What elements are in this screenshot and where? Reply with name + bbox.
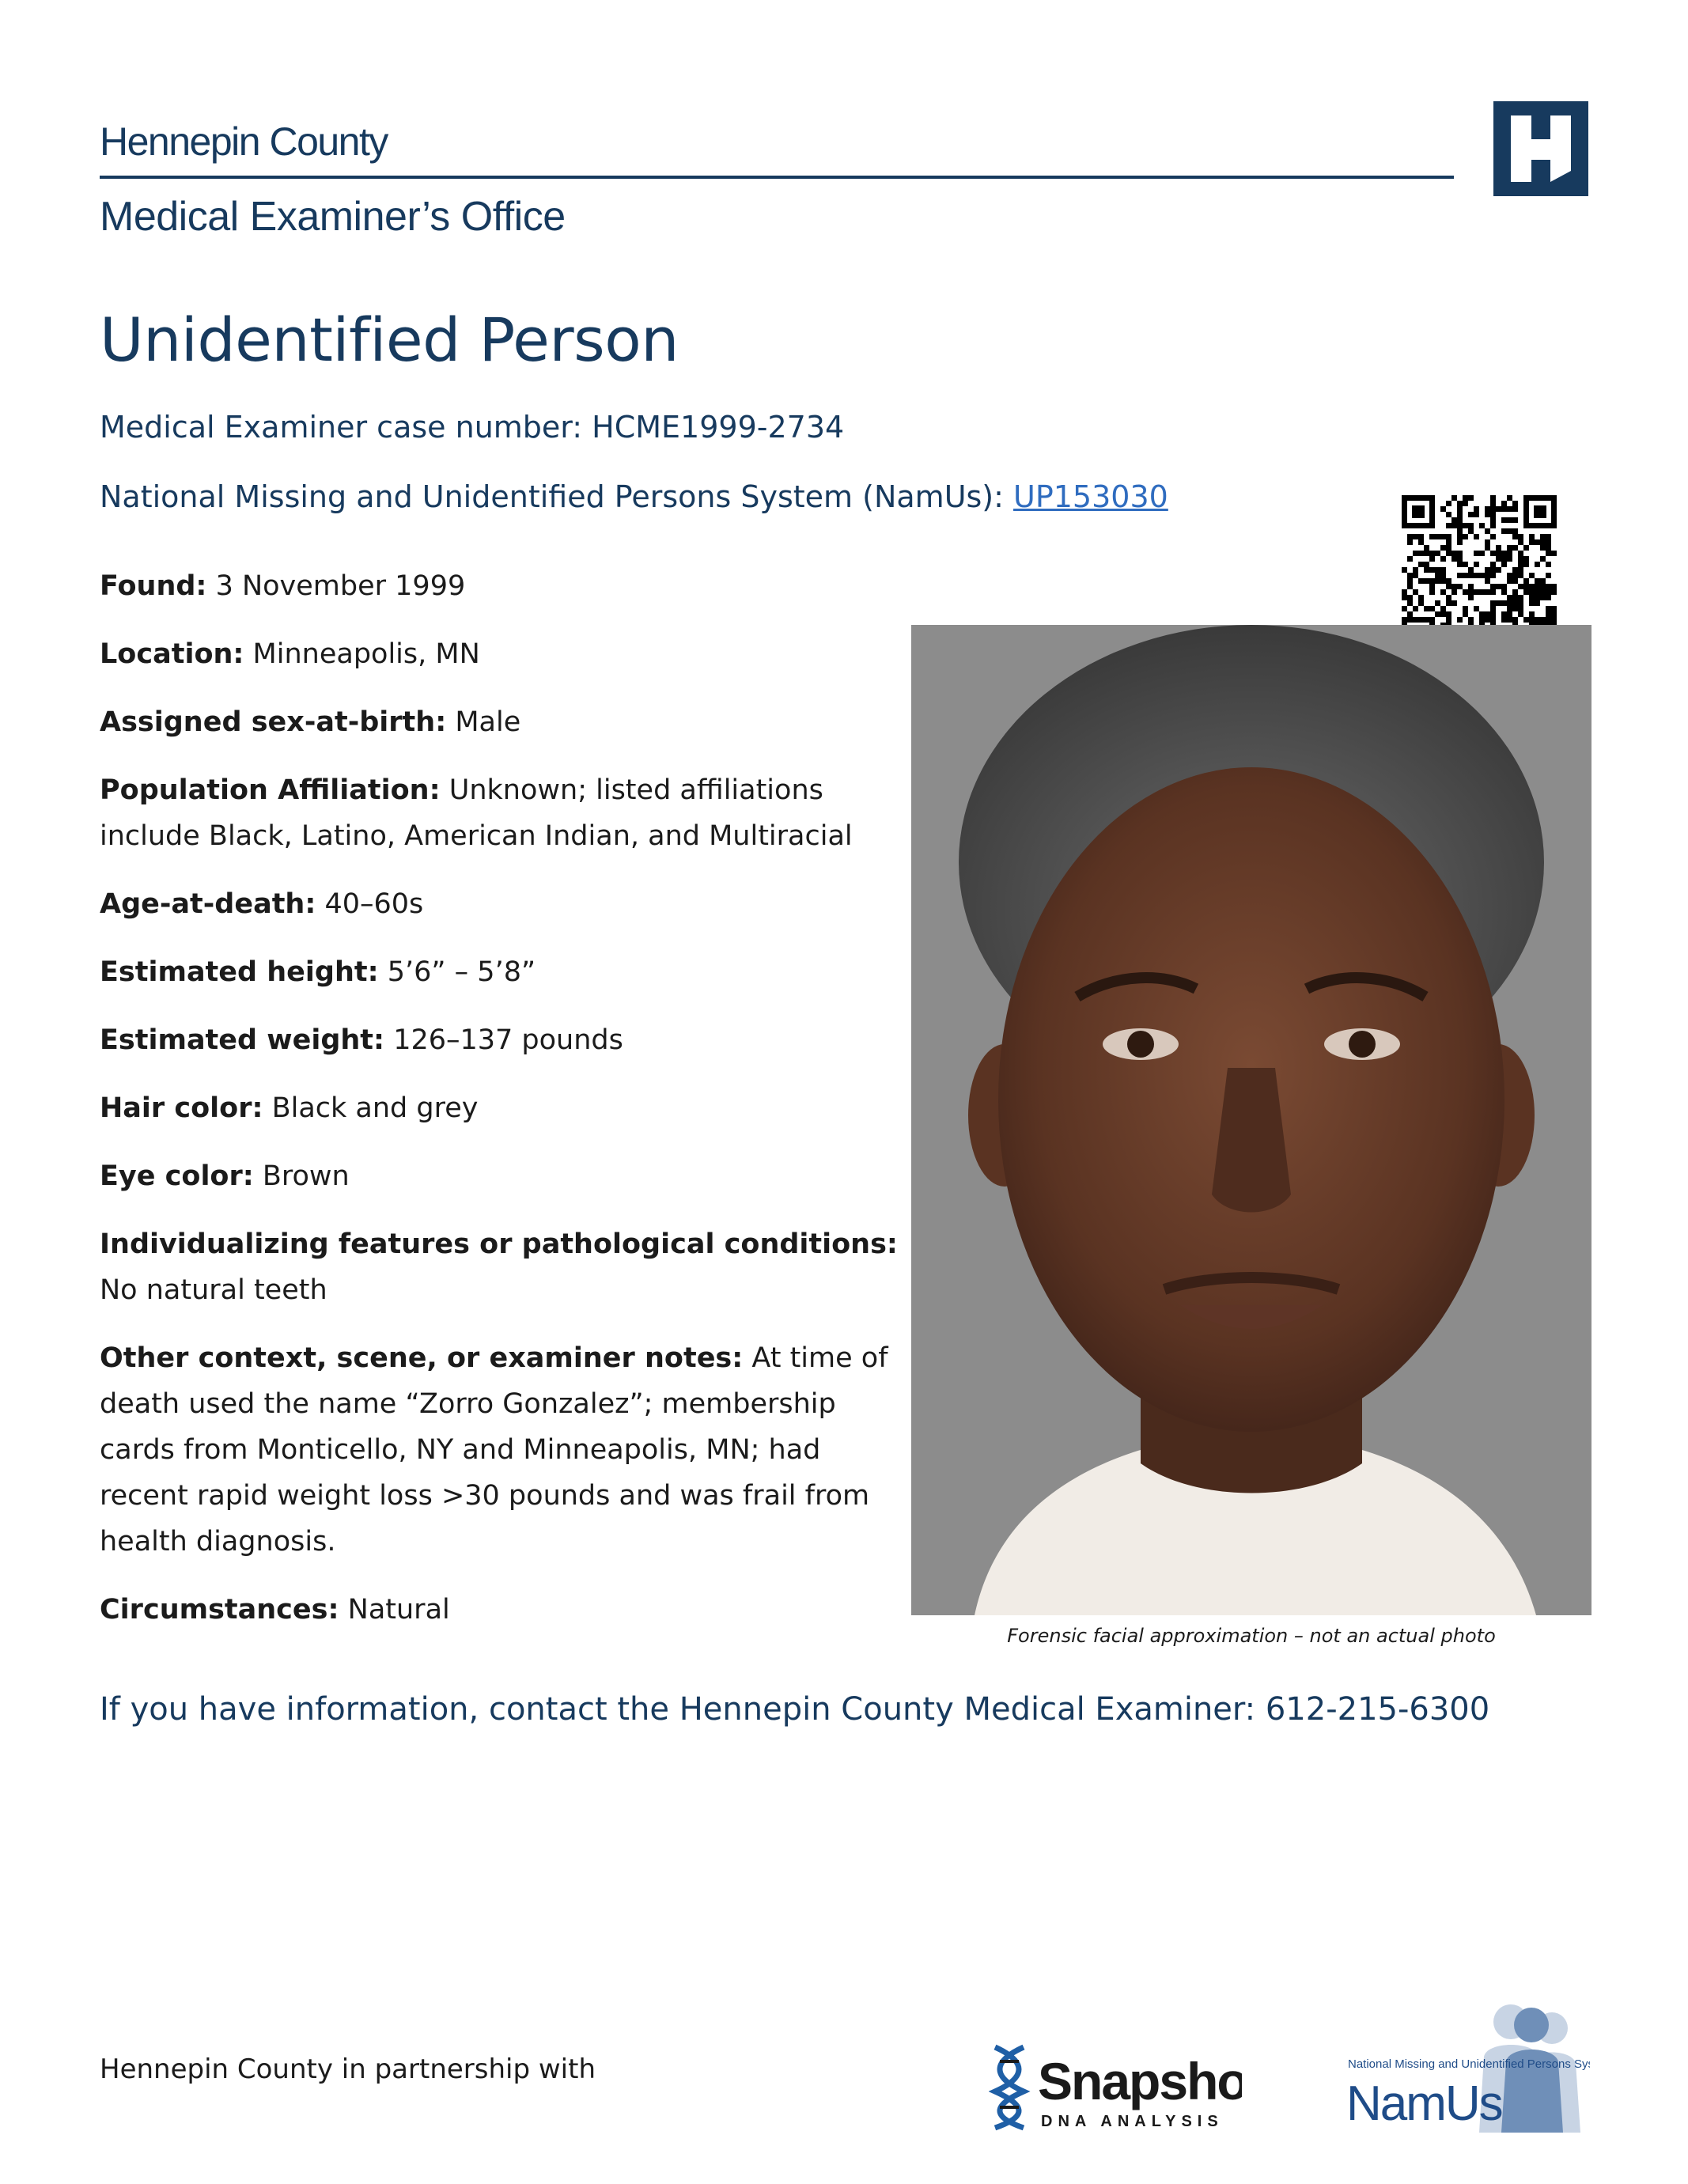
- detail-label: Other context, scene, or examiner notes:: [100, 1342, 744, 1374]
- detail-row: [100, 1587, 899, 1633]
- detail-value: Brown: [262, 1160, 350, 1192]
- detail-row: [100, 1153, 899, 1199]
- case-number-label: Medical Examiner case number:: [100, 410, 583, 445]
- snapshot-logo-tag: DNA ANALYSIS: [1041, 2113, 1224, 2130]
- detail-row: [100, 631, 899, 677]
- detail-row: [100, 563, 899, 609]
- org-name: Hennepin County: [100, 119, 388, 164]
- detail-label: Assigned sex-at-birth:: [100, 706, 447, 738]
- detail-value: Black and grey: [271, 1092, 479, 1124]
- detail-value: No natural teeth: [100, 1274, 327, 1306]
- contact-info: If you have information, contact the Hennepin County Medical Examiner: 612-215-6300: [100, 1691, 1490, 1728]
- detail-label: Estimated height:: [100, 956, 379, 988]
- page-title: Unidentified Person: [100, 305, 679, 375]
- detail-row: [100, 699, 899, 745]
- detail-label: Hair color:: [100, 1092, 263, 1124]
- namus-logo-icon: [1345, 1993, 1590, 2133]
- detail-value: Minneapolis, MN: [252, 638, 480, 670]
- detail-value: 40–60s: [324, 888, 424, 920]
- case-number: [100, 410, 844, 445]
- detail-row: [100, 1335, 899, 1565]
- namus-label: National Missing and Unidentified Persons System (NamUs):: [100, 479, 1004, 514]
- detail-value: 5’6” – 5’8”: [387, 956, 536, 988]
- detail-label: Age-at-death:: [100, 888, 316, 920]
- case-number-value: HCME1999-2734: [592, 410, 845, 445]
- hennepin-logo-icon: [1493, 101, 1588, 196]
- detail-value: Unknown; listed affiliations include Black, Latino, American Indian, and Multiracial: [100, 774, 853, 852]
- facial-approximation-image: [911, 625, 1591, 1615]
- namus-logo-short: NamUs: [1346, 2076, 1502, 2131]
- namus-logo-fullname: National Missing and Unidentified Persons System: [1348, 2057, 1590, 2071]
- detail-row: [100, 949, 899, 995]
- detail-row: [100, 881, 899, 927]
- snapshot-logo-name: Snapshot: [1038, 2052, 1242, 2110]
- detail-label: Individualizing features or pathological conditions:: [100, 1228, 898, 1260]
- details-list: [100, 563, 899, 1655]
- detail-value: At time of death used the name “Zorro Gonzalez”; membership cards from Monticello, NY and Minneapolis, MN; had recent rapid weight loss >30 pounds and was frail from health diagnosis.: [100, 1342, 888, 1558]
- detail-label: Estimated weight:: [100, 1024, 385, 1056]
- detail-label: Eye color:: [100, 1160, 254, 1192]
- namus-case-link[interactable]: UP153030: [1013, 479, 1168, 514]
- detail-label: Found:: [100, 570, 207, 602]
- detail-value: 126–137 pounds: [393, 1024, 623, 1056]
- detail-label: Location:: [100, 638, 244, 670]
- detail-row: [100, 1017, 899, 1063]
- detail-value: 3 November 1999: [215, 570, 466, 602]
- namus-reference: [100, 479, 1168, 514]
- photo-caption: Forensic facial approximation – not an actual photo: [1007, 1625, 1496, 1647]
- detail-row: [100, 767, 899, 859]
- detail-row: [100, 1085, 899, 1131]
- detail-value: Male: [455, 706, 521, 738]
- detail-label: Circumstances:: [100, 1594, 339, 1626]
- header-divider: [100, 176, 1454, 179]
- partnership-text: Hennepin County in partnership with: [100, 2053, 596, 2085]
- snapshot-logo-icon: [989, 2038, 1242, 2133]
- detail-row: [100, 1221, 899, 1313]
- detail-value: Natural: [347, 1594, 450, 1626]
- detail-label: Population Affiliation:: [100, 774, 441, 806]
- office-name: Medical Examiner’s Office: [100, 194, 566, 240]
